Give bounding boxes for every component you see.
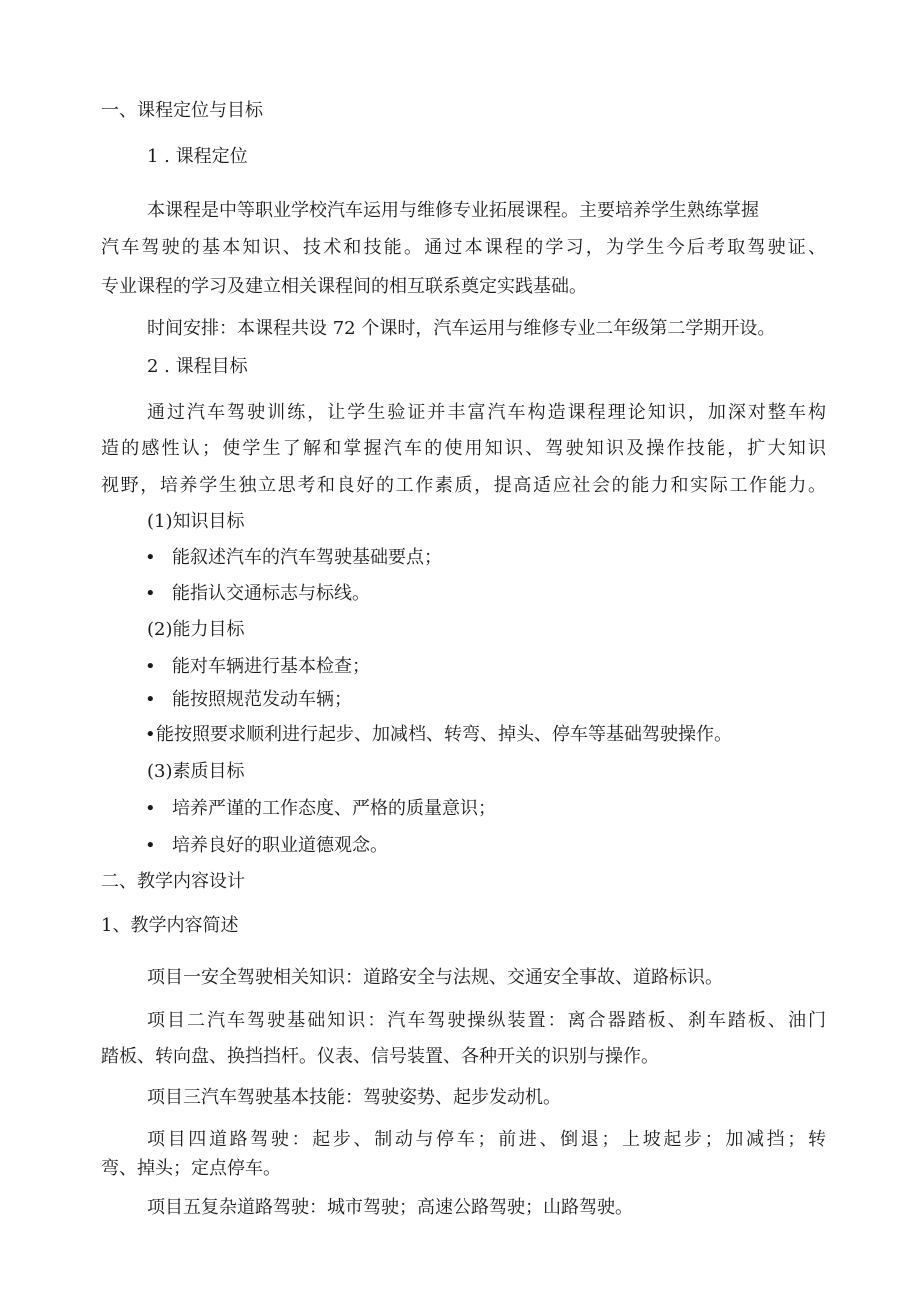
positioning-para-line2: 汽车驾驶的基本知识、技术和技能。通过本课程的学习，为学生今后考取驾驶证、 <box>101 237 826 258</box>
bullet-icon: • <box>145 835 156 856</box>
sub2-heading: 2 . 课程目标 <box>147 356 248 377</box>
section1-heading: 一、课程定位与目标 <box>101 100 263 121</box>
list-item: • 培养严谨的工作态度、严格的质量意识； <box>145 798 496 819</box>
list-item: • 培养良好的职业道德观念。 <box>145 835 388 856</box>
section2-heading: 二、教学内容设计 <box>101 871 245 892</box>
list-item: • 能指认交通标志与标线。 <box>145 583 370 604</box>
bullet-icon: • <box>145 798 156 819</box>
list-item: • 能按照规范发动车辆； <box>145 689 352 710</box>
list-item: • 能对车辆进行基本检查； <box>145 656 370 677</box>
goals-para-line3: 视野，培养学生独立思考和良好的工作素质，提高适应社会的能力和实际工作能力。 <box>101 475 826 496</box>
positioning-para-line1: 本课程是中等职业学校汽车运用与维修专业拓展课程。主要培养学生熟练掌握 <box>147 200 759 221</box>
project2-line2: 踏板、转向盘、换挡挡杆。仪表、信号装置、各种开关的识别与操作。 <box>101 1046 659 1067</box>
goals-para-line1: 通过汽车驾驶训练，让学生验证并丰富汽车构造课程理论知识，加深对整车构 <box>147 402 826 423</box>
bullet-icon: • <box>145 656 156 677</box>
project2-line1: 项目二汽车驾驶基础知识：汽车驾驶操纵装置：离合器踏板、刹车踏板、油门 <box>147 1010 826 1031</box>
project4-line1: 项目四道路驾驶：起步、制动与停车；前进、倒退；上坡起步；加减挡；转 <box>147 1129 826 1150</box>
project3-para: 项目三汽车驾驶基本技能：驾驶姿势、起步发动机。 <box>147 1087 561 1108</box>
positioning-para-line3: 专业课程的学习及建立相关课程间的相互联系奠定实践基础。 <box>101 276 587 297</box>
quality-goal-title: (3)素质目标 <box>147 761 245 782</box>
project4-line2: 弯、掉头；定点停车。 <box>101 1158 281 1179</box>
bullet-icon: • <box>145 689 156 710</box>
knowledge-goal-title: (1)知识目标 <box>147 511 245 532</box>
bullet-icon: • <box>145 724 156 745</box>
list-item: •能按照要求顺利进行起步、加减档、转弯、掉头、停车等基础驾驶操作。 <box>145 724 732 745</box>
list-item: • 能叙述汽车的汽车驾驶基础要点； <box>145 547 442 568</box>
sub1-heading: 1 . 课程定位 <box>147 146 248 167</box>
ability-goal-title: (2)能力目标 <box>147 619 245 640</box>
bullet-icon: • <box>145 583 156 604</box>
goals-para-line2: 造的感性认；使学生了解和掌握汽车的使用知识、驾驶知识及操作技能，扩大知识 <box>101 438 826 459</box>
schedule-para: 时间安排：本课程共设 72 个课时，汽车运用与维修专业二年级第二学期开设。 <box>147 318 776 339</box>
bullet-icon: • <box>145 547 156 568</box>
project5-para: 项目五复杂道路驾驶：城市驾驶；高速公路驾驶；山路驾驶。 <box>147 1197 633 1218</box>
project1-para: 项目一安全驾驶相关知识：道路安全与法规、交通安全事故、道路标识。 <box>147 967 723 988</box>
section2-sub1-heading: 1、教学内容简述 <box>101 915 239 936</box>
